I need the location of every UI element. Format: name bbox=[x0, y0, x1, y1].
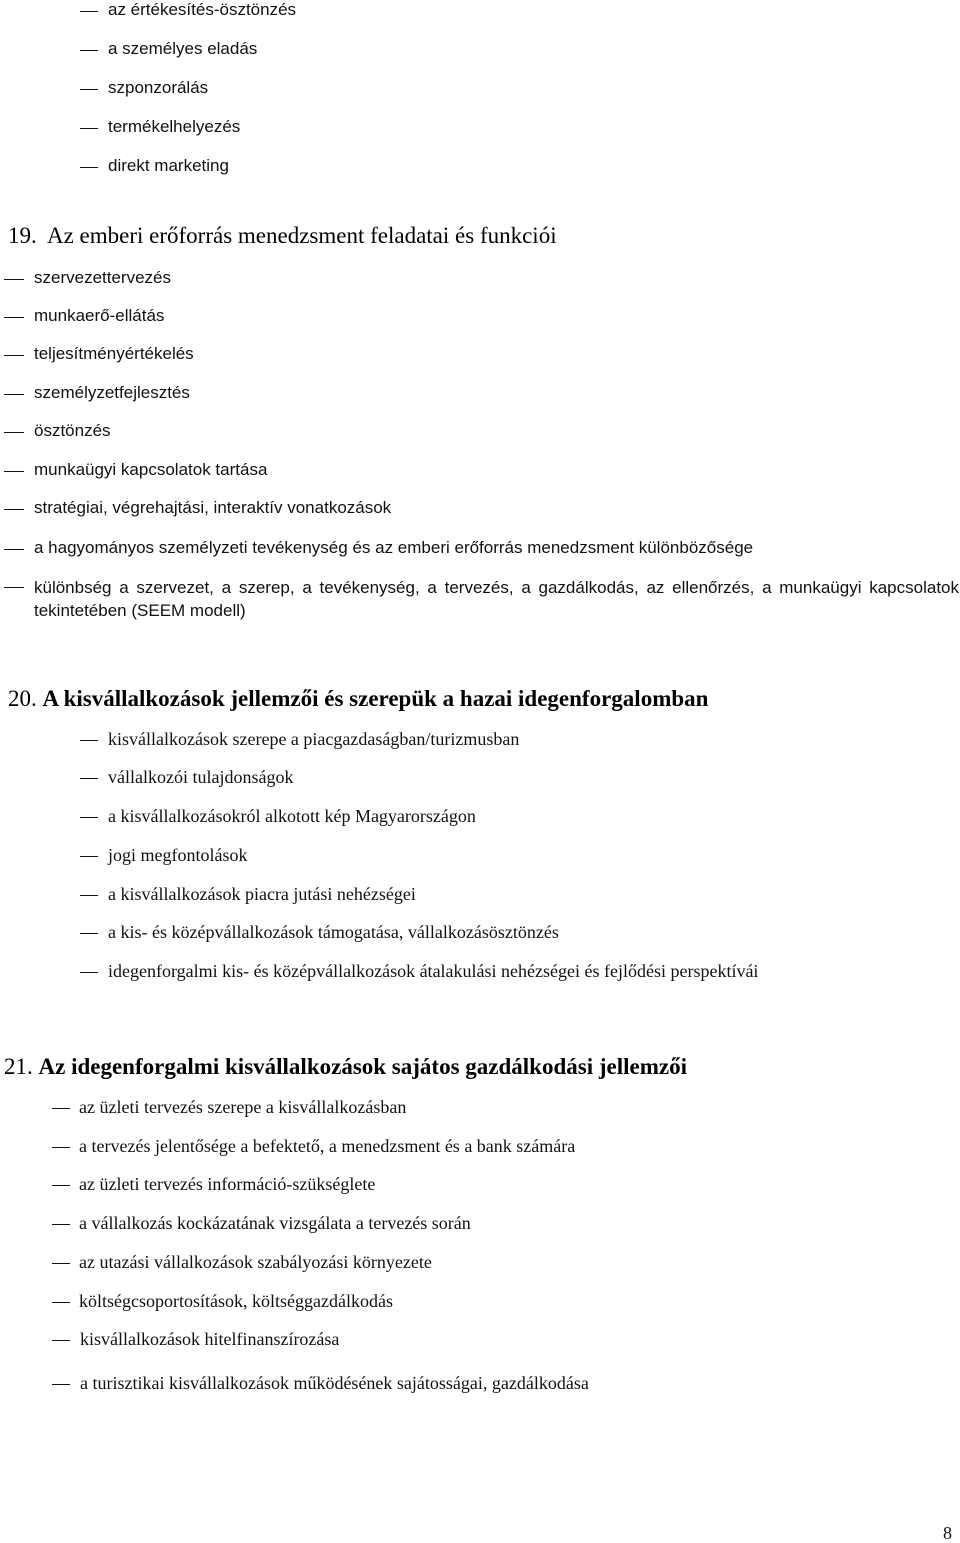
list-item: az értékesítés-ösztönzés bbox=[80, 0, 296, 20]
list-item: az üzleti tervezés információ-szükséglete bbox=[52, 1174, 375, 1194]
dash-bullet-icon bbox=[80, 740, 98, 741]
dash-bullet-icon bbox=[80, 11, 98, 12]
dash-bullet-icon bbox=[4, 509, 24, 510]
dash-bullet-icon bbox=[4, 587, 24, 588]
list-item: idegenforgalmi kis- és középvállalkozások átalakulási nehézségei és fejlődési perspektívái bbox=[80, 961, 758, 981]
dash-bullet-icon bbox=[80, 167, 98, 168]
dash-bullet-icon bbox=[52, 1108, 70, 1109]
dash-bullet-icon bbox=[52, 1384, 70, 1385]
list-item: személyzetfejlesztés bbox=[4, 383, 190, 403]
list-item: stratégiai, végrehajtási, interaktív vonatkozások bbox=[4, 498, 391, 518]
list-item: vállalkozói tulajdonságok bbox=[80, 767, 293, 787]
dash-bullet-icon bbox=[52, 1147, 70, 1148]
dash-bullet-icon bbox=[80, 933, 98, 934]
dash-bullet-icon bbox=[4, 355, 24, 356]
list-item: a turisztikai kisvállalkozások működésének sajátosságai, gazdálkodása bbox=[52, 1373, 589, 1393]
list-item: az üzleti tervezés szerepe a kisvállalkozásban bbox=[52, 1097, 406, 1117]
list-item: a kisvállalkozások piacra jutási nehézségei bbox=[80, 884, 416, 904]
list-item: jogi megfontolások bbox=[80, 845, 247, 865]
dash-bullet-icon bbox=[52, 1263, 70, 1264]
dash-bullet-icon bbox=[80, 895, 98, 896]
dash-bullet-icon bbox=[80, 817, 98, 818]
dash-bullet-icon bbox=[80, 128, 98, 129]
list-item: teljesítményértékelés bbox=[4, 344, 194, 364]
dash-bullet-icon bbox=[80, 778, 98, 779]
list-item: kisvállalkozások hitelfinanszírozása bbox=[52, 1329, 339, 1349]
dash-bullet-icon bbox=[80, 50, 98, 51]
list-item: a vállalkozás kockázatának vizsgálata a tervezés során bbox=[52, 1213, 471, 1233]
dash-bullet-icon bbox=[4, 279, 24, 280]
dash-bullet-icon bbox=[52, 1302, 70, 1303]
dash-bullet-icon bbox=[80, 856, 98, 857]
dash-bullet-icon bbox=[4, 317, 24, 318]
section-20-heading: 20. A kisvállalkozások jellemzői és szerepük a hazai idegenforgalomban bbox=[8, 686, 709, 711]
list-item: kisvállalkozások szerepe a piacgazdaságban/turizmusban bbox=[80, 729, 519, 749]
list-item: a személyes eladás bbox=[80, 39, 257, 59]
page-number: 8 bbox=[943, 1523, 952, 1543]
list-item: az utazási vállalkozások szabályozási környezete bbox=[52, 1252, 432, 1272]
dash-bullet-icon bbox=[4, 432, 24, 433]
dash-bullet-icon bbox=[80, 89, 98, 90]
list-item: a kisvállalkozásokról alkotott kép Magyarországon bbox=[80, 806, 476, 826]
section-19-heading: 19. Az emberi erőforrás menedzsment feladatai és funkciói bbox=[8, 223, 557, 248]
dash-bullet-icon bbox=[4, 549, 24, 550]
list-item: a tervezés jelentősége a befektető, a menedzsment és a bank számára bbox=[52, 1136, 575, 1156]
section-21-heading: 21. Az idegenforgalmi kisvállalkozások sajátos gazdálkodási jellemzői bbox=[4, 1054, 687, 1079]
dash-bullet-icon bbox=[80, 972, 98, 973]
dash-bullet-icon bbox=[52, 1340, 70, 1341]
list-item: szervezettervezés bbox=[4, 268, 171, 288]
list-item: munkaerő-ellátás bbox=[4, 306, 164, 326]
list-item: direkt marketing bbox=[80, 156, 229, 176]
dash-bullet-icon bbox=[4, 471, 24, 472]
list-item: költségcsoportosítások, költséggazdálkodás bbox=[52, 1291, 393, 1311]
list-item: szponzorálás bbox=[80, 78, 208, 98]
dash-bullet-icon bbox=[52, 1185, 70, 1186]
list-item: munkaügyi kapcsolatok tartása bbox=[4, 460, 267, 480]
list-item: a hagyományos személyzeti tevékenység és az emberi erőforrás menedzsment különbözősége bbox=[4, 538, 753, 558]
dash-bullet-icon bbox=[4, 394, 24, 395]
list-item: ösztönzés bbox=[4, 421, 111, 441]
list-item: termékelhelyezés bbox=[80, 117, 240, 137]
dash-bullet-icon bbox=[52, 1224, 70, 1225]
list-item: a kis- és középvállalkozások támogatása, vállalkozásösztönzés bbox=[80, 922, 559, 942]
